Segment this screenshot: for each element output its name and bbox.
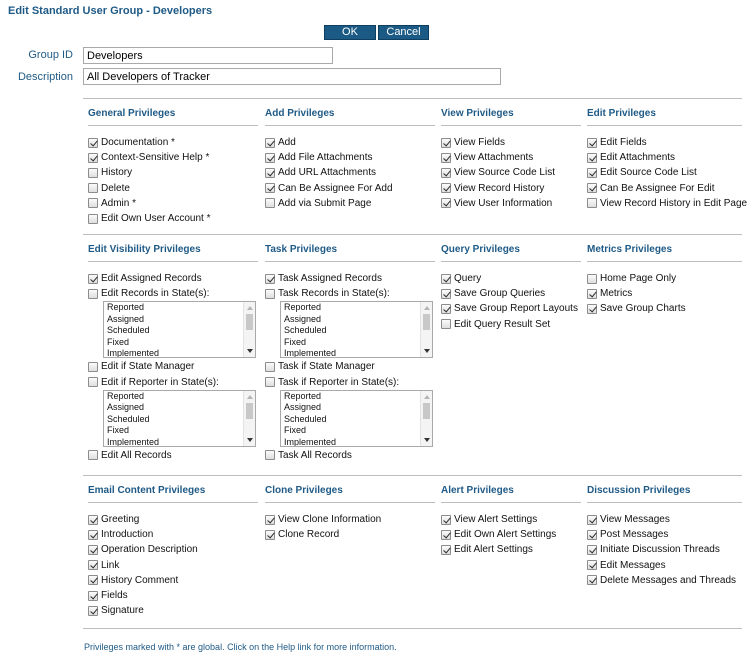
- privilege-checkbox[interactable]: [265, 168, 275, 178]
- state-option[interactable]: Implemented: [107, 348, 160, 359]
- privilege-checkbox[interactable]: [88, 289, 98, 299]
- privilege-label: Add File Attachments: [278, 152, 373, 164]
- privilege-checkbox[interactable]: [88, 560, 98, 570]
- scroll-up-icon[interactable]: [247, 395, 253, 399]
- footnote: Privileges marked with * are global. Click on the Help link for more information.: [84, 642, 397, 652]
- privilege-checkbox[interactable]: [265, 153, 275, 163]
- privilege-checkbox[interactable]: [441, 153, 451, 163]
- privilege-column-discussion-privileges: [587, 485, 742, 588]
- privilege-checkbox[interactable]: [441, 289, 451, 299]
- description-label: Description: [17, 71, 73, 83]
- privilege-item[interactable]: [441, 286, 581, 301]
- section-heading: Metrics Privileges: [587, 244, 673, 255]
- privilege-checkbox[interactable]: [88, 183, 98, 193]
- privilege-label: Link: [101, 559, 120, 571]
- privilege-item[interactable]: [441, 165, 581, 180]
- scroll-down-icon[interactable]: [424, 349, 430, 353]
- privilege-label: History Comment: [101, 574, 179, 586]
- privilege-checkbox[interactable]: [441, 198, 451, 208]
- privilege-checkbox[interactable]: [265, 183, 275, 193]
- privilege-label: View Alert Settings: [454, 514, 538, 526]
- privilege-item[interactable]: [441, 181, 581, 196]
- privilege-item[interactable]: [587, 271, 742, 286]
- section-heading: Add Privileges: [265, 108, 335, 119]
- listbox-scrollbar[interactable]: [420, 391, 432, 446]
- privilege-checkbox[interactable]: [441, 168, 451, 178]
- state-option[interactable]: Fixed: [284, 336, 307, 347]
- privilege-column-edit-privileges: [587, 108, 748, 211]
- state-option[interactable]: Assigned: [107, 313, 145, 324]
- privilege-column-email-content-privileges: [88, 485, 258, 618]
- divider: [83, 98, 742, 99]
- privilege-checkbox[interactable]: [587, 168, 597, 178]
- privilege-label: Task Records in State(s):: [278, 288, 390, 300]
- privilege-item[interactable]: [88, 558, 258, 573]
- privilege-checkbox[interactable]: [587, 545, 597, 555]
- privilege-checkbox[interactable]: [265, 377, 275, 387]
- group-id-input[interactable]: [83, 47, 333, 64]
- privilege-column-query-privileges: [441, 244, 581, 332]
- privilege-label: Query: [454, 273, 482, 285]
- state-option[interactable]: Scheduled: [284, 325, 327, 336]
- privilege-label: Fields: [101, 590, 128, 602]
- privilege-checkbox[interactable]: [587, 560, 597, 570]
- privilege-column-view-privileges: [441, 108, 581, 211]
- state-listbox[interactable]: [280, 301, 433, 358]
- privilege-label: Add URL Attachments: [278, 167, 377, 179]
- privilege-item[interactable]: [441, 135, 581, 150]
- privilege-checkbox[interactable]: [441, 183, 451, 193]
- privilege-item[interactable]: [265, 286, 435, 301]
- scroll-up-icon[interactable]: [424, 306, 430, 310]
- privilege-checkbox[interactable]: [587, 183, 597, 193]
- privilege-checkbox[interactable]: [88, 515, 98, 525]
- scroll-thumb[interactable]: [246, 403, 253, 419]
- privilege-checkbox[interactable]: [88, 168, 98, 178]
- privilege-item[interactable]: [88, 271, 258, 286]
- privilege-item[interactable]: [88, 588, 258, 603]
- privilege-item[interactable]: [587, 301, 742, 316]
- privilege-item[interactable]: [265, 359, 435, 374]
- privilege-label: Task if State Manager: [278, 361, 375, 373]
- privilege-label: Edit Assigned Records: [101, 273, 202, 285]
- privilege-checkbox[interactable]: [88, 362, 98, 372]
- privilege-label: View Source Code List: [454, 167, 555, 179]
- privilege-checkbox[interactable]: [587, 530, 597, 540]
- privilege-label: Greeting: [101, 514, 140, 526]
- privilege-label: Documentation *: [101, 137, 175, 149]
- section-underline: [441, 502, 581, 503]
- privilege-column-metrics-privileges: [587, 244, 742, 317]
- privilege-label: Delete: [101, 182, 130, 194]
- privilege-item[interactable]: [88, 512, 258, 527]
- privilege-list: [265, 512, 435, 542]
- privilege-checkbox[interactable]: [587, 274, 597, 284]
- listbox-scrollbar[interactable]: [243, 302, 255, 357]
- privilege-label: Post Messages: [600, 529, 669, 541]
- privilege-checkbox[interactable]: [587, 304, 597, 314]
- scroll-down-icon[interactable]: [247, 349, 253, 353]
- privilege-item[interactable]: [587, 181, 742, 196]
- privilege-label: View User Information: [454, 197, 553, 209]
- privilege-item[interactable]: [88, 527, 258, 542]
- privilege-list: [441, 135, 581, 211]
- privilege-checkbox[interactable]: [265, 138, 275, 148]
- state-option[interactable]: Reported: [284, 302, 322, 313]
- privilege-item[interactable]: [587, 150, 742, 165]
- privilege-item[interactable]: [88, 573, 258, 588]
- privilege-label: Edit All Records: [101, 449, 172, 461]
- section-underline: [441, 125, 581, 126]
- section-underline: [88, 125, 258, 126]
- privilege-column-alert-privileges: [441, 485, 581, 558]
- privilege-item[interactable]: [88, 448, 258, 463]
- privilege-label: Context-Sensitive Help *: [101, 152, 210, 164]
- privilege-item[interactable]: [265, 512, 435, 527]
- privilege-checkbox[interactable]: [587, 289, 597, 299]
- privilege-checkbox[interactable]: [265, 530, 275, 540]
- privilege-label: Save Group Queries: [454, 288, 546, 300]
- privilege-checkbox[interactable]: [441, 138, 451, 148]
- scroll-down-icon[interactable]: [424, 438, 430, 442]
- privilege-item[interactable]: [587, 196, 748, 211]
- state-listbox[interactable]: [280, 390, 433, 447]
- privilege-list: [88, 135, 258, 226]
- section-heading: Email Content Privileges: [88, 485, 206, 496]
- privilege-label: Edit Own Alert Settings: [454, 529, 557, 541]
- privilege-label: Edit if State Manager: [101, 361, 195, 373]
- privilege-list: [587, 271, 742, 317]
- privilege-label: Save Group Report Layouts: [454, 303, 578, 315]
- privilege-item[interactable]: [587, 286, 742, 301]
- privilege-item[interactable]: [88, 359, 258, 374]
- section-underline: [88, 261, 258, 262]
- privilege-label: Metrics: [600, 288, 633, 300]
- privilege-checkbox[interactable]: [587, 198, 597, 208]
- privilege-checkbox[interactable]: [88, 198, 98, 208]
- listbox-scrollbar[interactable]: [243, 391, 255, 446]
- privilege-column-add-privileges: [265, 108, 435, 211]
- privilege-list: [265, 271, 435, 463]
- privilege-label: Introduction: [101, 529, 154, 541]
- privilege-item[interactable]: [265, 448, 435, 463]
- privilege-label: Edit Own User Account *: [101, 213, 211, 225]
- privilege-item[interactable]: [265, 527, 435, 542]
- privilege-label: Add via Submit Page: [278, 197, 372, 209]
- privilege-column-task-privileges: [265, 244, 435, 463]
- state-listbox[interactable]: [103, 301, 256, 358]
- section-underline: [265, 125, 435, 126]
- privilege-item[interactable]: [265, 196, 435, 211]
- state-listbox[interactable]: [103, 390, 256, 447]
- privilege-checkbox[interactable]: [265, 515, 275, 525]
- privilege-checkbox[interactable]: [587, 515, 597, 525]
- state-option[interactable]: Reported: [107, 390, 145, 401]
- privilege-checkbox[interactable]: [88, 450, 98, 460]
- state-option[interactable]: Assigned: [107, 402, 145, 413]
- divider: [83, 475, 742, 476]
- privilege-item[interactable]: [587, 165, 742, 180]
- privilege-item[interactable]: [88, 286, 258, 301]
- privilege-item[interactable]: [441, 196, 581, 211]
- section-heading: Alert Privileges: [441, 485, 514, 496]
- privilege-label: View Attachments: [454, 152, 534, 164]
- privilege-item[interactable]: [587, 542, 742, 557]
- section-underline: [88, 502, 258, 503]
- privilege-item[interactable]: [587, 512, 742, 527]
- state-option[interactable]: Implemented: [284, 348, 337, 359]
- privilege-label: Edit Records in State(s):: [101, 288, 210, 300]
- privilege-item[interactable]: [587, 135, 742, 150]
- section-heading: Clone Privileges: [265, 485, 343, 496]
- privilege-checkbox[interactable]: [587, 153, 597, 163]
- section-underline: [441, 261, 581, 262]
- privilege-label: History: [101, 167, 133, 179]
- privilege-item[interactable]: [265, 150, 435, 165]
- privilege-checkbox[interactable]: [265, 274, 275, 284]
- listbox-scrollbar[interactable]: [420, 302, 432, 357]
- scroll-thumb[interactable]: [423, 314, 430, 330]
- section-underline: [587, 261, 742, 262]
- scroll-thumb[interactable]: [246, 314, 253, 330]
- privilege-label: Edit Attachments: [600, 152, 676, 164]
- scroll-down-icon[interactable]: [247, 438, 253, 442]
- privilege-label: Task All Records: [278, 449, 352, 461]
- state-option[interactable]: Reported: [284, 390, 322, 401]
- privilege-checkbox[interactable]: [265, 450, 275, 460]
- section-underline: [587, 502, 742, 503]
- privilege-checkbox[interactable]: [88, 575, 98, 585]
- privilege-item[interactable]: [587, 558, 742, 573]
- privilege-item[interactable]: [441, 512, 581, 527]
- privilege-item[interactable]: [265, 181, 435, 196]
- privilege-label: Save Group Charts: [600, 303, 686, 315]
- privilege-checkbox[interactable]: [88, 274, 98, 284]
- section-underline: [265, 261, 435, 262]
- privilege-label: View Record History: [454, 182, 545, 194]
- privilege-list: [88, 271, 258, 463]
- privilege-item[interactable]: [587, 527, 742, 542]
- state-option[interactable]: Implemented: [284, 436, 337, 447]
- privilege-checkbox[interactable]: [88, 606, 98, 616]
- scroll-thumb[interactable]: [423, 403, 430, 419]
- divider: [83, 628, 742, 629]
- privilege-column-clone-privileges: [265, 485, 435, 542]
- privilege-checkbox[interactable]: [587, 575, 597, 585]
- privilege-item[interactable]: [88, 196, 258, 211]
- state-option[interactable]: Implemented: [107, 436, 160, 447]
- state-option[interactable]: Fixed: [107, 425, 130, 436]
- privilege-label: View Fields: [454, 137, 505, 149]
- privilege-item[interactable]: [265, 271, 435, 286]
- privilege-checkbox[interactable]: [265, 289, 275, 299]
- privilege-item[interactable]: [265, 375, 435, 390]
- description-input[interactable]: [83, 68, 501, 85]
- privilege-label: Initiate Discussion Threads: [600, 544, 720, 556]
- privilege-list: [587, 135, 748, 211]
- privilege-label: Edit Messages: [600, 559, 666, 571]
- privilege-label: View Record History in Edit Page: [600, 197, 748, 209]
- privilege-label: Edit Source Code List: [600, 167, 697, 179]
- privilege-label: Home Page Only: [600, 273, 677, 285]
- state-option[interactable]: Scheduled: [107, 413, 150, 424]
- privilege-checkbox[interactable]: [441, 274, 451, 284]
- privilege-label: Signature: [101, 605, 144, 617]
- section-heading: Edit Privileges: [587, 108, 656, 119]
- section-heading: Query Privileges: [441, 244, 520, 255]
- privilege-item[interactable]: [88, 150, 258, 165]
- privilege-label: Edit Alert Settings: [454, 544, 533, 556]
- privilege-label: Edit Query Result Set: [454, 318, 551, 330]
- section-underline: [265, 502, 435, 503]
- ok-button[interactable]: OK: [324, 25, 376, 40]
- privilege-label: Task Assigned Records: [278, 273, 382, 285]
- divider: [83, 234, 742, 235]
- privilege-label: Edit if Reporter in State(s):: [101, 376, 219, 388]
- section-heading: General Privileges: [88, 108, 176, 119]
- section-heading: Edit Visibility Privileges: [88, 244, 201, 255]
- privilege-checkbox[interactable]: [88, 545, 98, 555]
- scroll-up-icon[interactable]: [247, 306, 253, 310]
- privilege-column-edit-visibility-privileges: [88, 244, 258, 463]
- state-option[interactable]: Fixed: [284, 425, 307, 436]
- cancel-button[interactable]: Cancel: [378, 25, 429, 40]
- privilege-label: Can Be Assignee For Add: [278, 182, 393, 194]
- privilege-list: [88, 512, 258, 618]
- privilege-list: [441, 512, 581, 558]
- privilege-checkbox[interactable]: [441, 545, 451, 555]
- privilege-label: View Messages: [600, 514, 670, 526]
- privilege-item[interactable]: [88, 542, 258, 557]
- privilege-checkbox[interactable]: [441, 530, 451, 540]
- privilege-checkbox[interactable]: [441, 319, 451, 329]
- privilege-item[interactable]: [265, 165, 435, 180]
- privilege-label: Can Be Assignee For Edit: [600, 182, 715, 194]
- privilege-label: Edit Fields: [600, 137, 647, 149]
- privilege-column-general-privileges: [88, 108, 258, 226]
- privilege-checkbox[interactable]: [88, 153, 98, 163]
- privilege-checkbox[interactable]: [265, 198, 275, 208]
- privilege-checkbox[interactable]: [88, 591, 98, 601]
- privilege-checkbox[interactable]: [88, 214, 98, 224]
- privilege-label: View Clone Information: [278, 514, 382, 526]
- privilege-checkbox[interactable]: [441, 304, 451, 314]
- privilege-checkbox[interactable]: [441, 515, 451, 525]
- privilege-label: Task if Reporter in State(s):: [278, 376, 400, 388]
- privilege-item[interactable]: [441, 150, 581, 165]
- privilege-label: Operation Description: [101, 544, 198, 556]
- privilege-checkbox[interactable]: [88, 530, 98, 540]
- privilege-item[interactable]: [88, 603, 258, 618]
- privilege-item[interactable]: [88, 165, 258, 180]
- privilege-item[interactable]: [265, 135, 435, 150]
- privilege-checkbox[interactable]: [88, 377, 98, 387]
- scroll-up-icon[interactable]: [424, 395, 430, 399]
- privilege-item[interactable]: [441, 317, 581, 332]
- section-underline: [587, 125, 742, 126]
- privilege-item[interactable]: [441, 542, 581, 557]
- state-option[interactable]: Reported: [107, 302, 145, 313]
- privilege-list: [265, 135, 435, 211]
- state-option[interactable]: Scheduled: [107, 325, 150, 336]
- group-id-label: Group ID: [28, 49, 73, 61]
- privilege-item[interactable]: [441, 301, 581, 316]
- section-heading: Discussion Privileges: [587, 485, 691, 496]
- state-option[interactable]: Fixed: [107, 336, 130, 347]
- privilege-checkbox[interactable]: [88, 138, 98, 148]
- state-option[interactable]: Assigned: [284, 313, 322, 324]
- privilege-label: Add: [278, 137, 296, 149]
- privilege-item[interactable]: [88, 211, 258, 226]
- privilege-item[interactable]: [88, 375, 258, 390]
- privilege-item[interactable]: [88, 135, 258, 150]
- privilege-item[interactable]: [587, 573, 742, 588]
- privilege-item[interactable]: [441, 527, 581, 542]
- privilege-item[interactable]: [88, 181, 258, 196]
- state-option[interactable]: Scheduled: [284, 413, 327, 424]
- section-heading: View Privileges: [441, 108, 514, 119]
- section-heading: Task Privileges: [265, 244, 338, 255]
- page-title: Edit Standard User Group - Developers: [8, 5, 213, 17]
- state-option[interactable]: Assigned: [284, 402, 322, 413]
- privilege-list: [587, 512, 742, 588]
- privilege-item[interactable]: [441, 271, 581, 286]
- privilege-label: Clone Record: [278, 529, 340, 541]
- privilege-list: [441, 271, 581, 332]
- privilege-label: Admin *: [101, 197, 137, 209]
- privilege-checkbox[interactable]: [265, 362, 275, 372]
- privilege-checkbox[interactable]: [587, 138, 597, 148]
- privilege-label: Delete Messages and Threads: [600, 574, 737, 586]
